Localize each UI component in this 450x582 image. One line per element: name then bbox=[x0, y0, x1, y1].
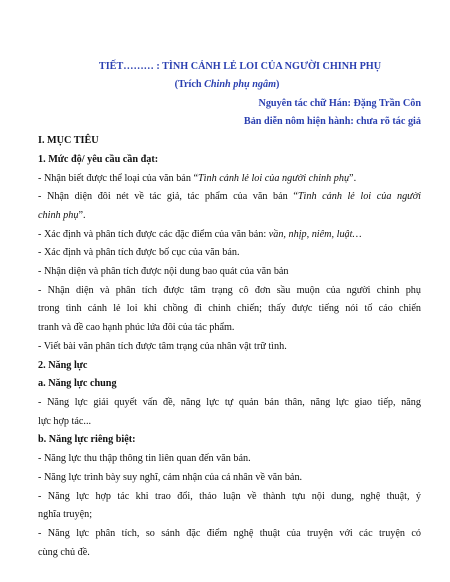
subsection-heading-2: 2. Năng lực bbox=[38, 360, 88, 371]
translation-line: Bản diễn nôm hiện hành: chưa rõ tác giả bbox=[243, 116, 421, 127]
author-line: Nguyên tác chữ Hán: Đặng Trần Côn bbox=[258, 98, 421, 109]
list-item: - Nhận diện và phân tích được tâm trạng cô đơn sầu muộn của người chinh phụ bbox=[38, 285, 421, 296]
list-item-continuation: tranh và đề cao hạnh phúc lứa đôi của tác phẩm. bbox=[38, 322, 235, 333]
text-run: - Xác định và phân tích được các đặc điểm của văn bản: bbox=[38, 229, 269, 240]
subtitle-suffix: ) bbox=[276, 79, 280, 90]
list-item-continuation: nghĩa truyện; bbox=[38, 509, 93, 520]
list-item: - Năng lực phân tích, so sánh đặc điểm nghệ thuật của truyện với các truyện có bbox=[38, 528, 421, 539]
list-item: - Xác định và phân tích được bố cục của văn bản. bbox=[38, 247, 240, 258]
section-heading-1: I. MỤC TIÊU bbox=[38, 135, 99, 146]
list-item: - Năng lực giải quyết vấn đề, năng lực tự quản bản thân, năng lực giao tiếp, năng bbox=[38, 397, 421, 408]
text-run: - Nhận diện đôi nét về tác giả, tác phẩm của văn bản “ bbox=[38, 191, 298, 202]
text-run: ”. bbox=[78, 210, 86, 221]
work-title: chinh phụ bbox=[38, 210, 79, 221]
list-item: - Nhận diện và phân tích được nội dung bao quát của văn bản bbox=[38, 266, 289, 277]
list-item-continuation bbox=[0, 209, 450, 222]
list-item-continuation: lực hợp tác... bbox=[38, 416, 92, 427]
list-item-continuation: trong tình cảnh lẻ loi khi chồng đi chinh chiến; thấy được tiếng nói tố cáo chiến bbox=[38, 303, 421, 314]
text-run-italic: vần, nhịp, niêm, luật… bbox=[268, 229, 362, 240]
subsection-heading-2a: a. Năng lực chung bbox=[38, 378, 117, 389]
text-run: - Nhận biết được thể loại của văn bản “ bbox=[38, 173, 198, 184]
subtitle-prefix: (Trích bbox=[174, 79, 205, 90]
list-item bbox=[0, 172, 450, 185]
page-title: TIẾT……… : TÌNH CẢNH LẺ LOI CỦA NGƯỜI CHINH PHỤ bbox=[98, 61, 382, 72]
list-item bbox=[0, 190, 450, 203]
list-item: - Viết bài văn phân tích được tâm trạng của nhân vật trữ tình. bbox=[38, 341, 287, 352]
subsection-heading-1-1: 1. Mức độ/ yêu cầu cần đạt: bbox=[38, 154, 159, 165]
page-subtitle bbox=[0, 78, 450, 91]
list-item-continuation: cùng chủ đề. bbox=[38, 547, 90, 558]
list-item bbox=[0, 228, 450, 241]
work-title: Tình cảnh lẻ loi của người chinh phụ bbox=[197, 173, 350, 184]
subsection-heading-2b: b. Năng lực riêng biệt: bbox=[38, 434, 136, 445]
subtitle-work-title: Chinh phụ ngâm bbox=[204, 79, 277, 90]
list-item: - Năng lực thu thập thông tin liên quan đến văn bản. bbox=[38, 453, 251, 464]
text-run: ”. bbox=[349, 173, 357, 184]
list-item: - Năng lực hợp tác khi trao đổi, thảo luận về thành tựu nội dung, nghệ thuật, ý bbox=[38, 491, 421, 502]
work-title: Tình cảnh lẻ loi của người bbox=[297, 191, 421, 202]
list-item: - Năng lực trình bày suy nghĩ, cảm nhận của cá nhân về văn bản. bbox=[38, 472, 303, 483]
